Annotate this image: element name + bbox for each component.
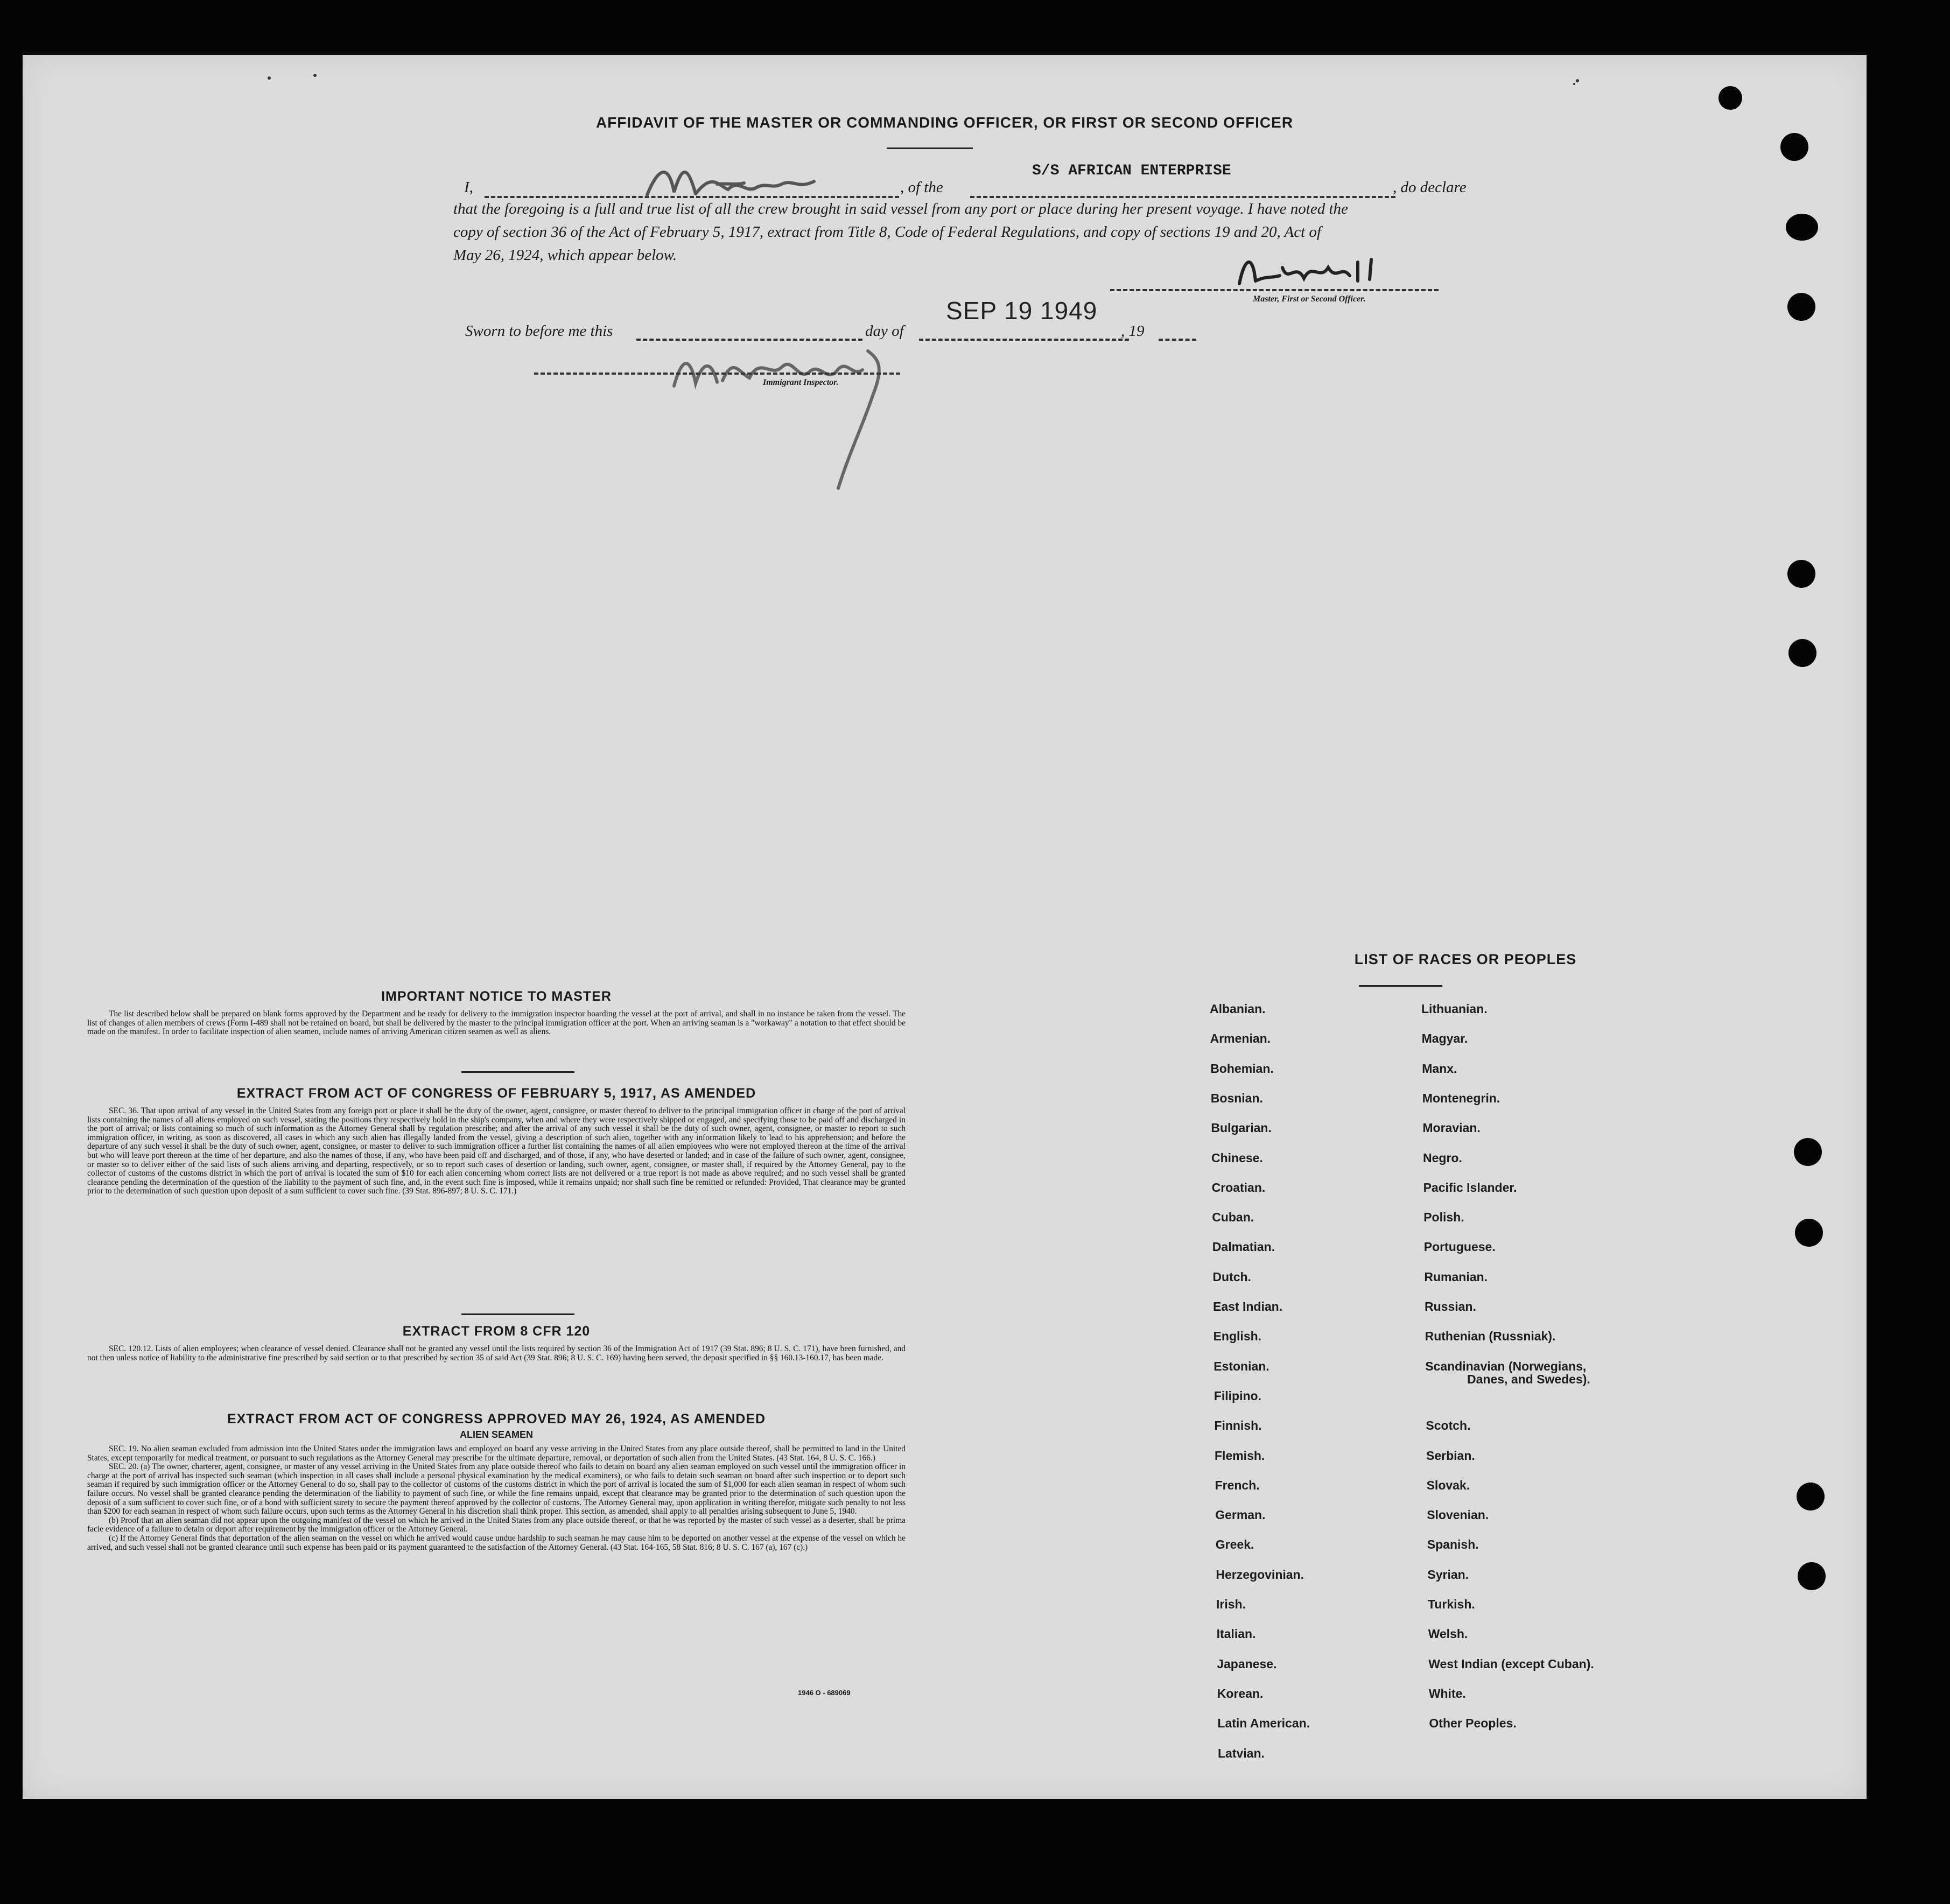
races-title-rule — [1359, 985, 1442, 987]
race-item: Ruthenian (Russniak). — [1425, 1329, 1556, 1344]
speck — [1573, 83, 1575, 85]
sec-20c-text: (c) If the Attorney General finds that deportation of the alien seaman on the vessel on which he arrived would cause undue hardship to such seaman he may cause him to be deported on another vessel at the expense of the vessel on which he arrived, and such vessel shall not be granted clearance until such expense has been paid or its payment guaranteed to the satisfaction of the Attorney General. (43 Stat. 164-165, 58 Stat. 816; 8 U. S. C. 167 (a), 167 (c).) — [87, 1533, 906, 1552]
speck — [268, 76, 271, 80]
race-item: Magyar. — [1421, 1031, 1468, 1046]
race-item: Negro. — [1423, 1150, 1462, 1165]
race-item: Dalmatian. — [1212, 1240, 1275, 1254]
sworn-month-line — [919, 339, 1129, 341]
punch-hole — [1795, 1219, 1823, 1247]
punch-hole — [1786, 214, 1818, 241]
race-item: Filipino. — [1214, 1388, 1261, 1403]
race-item: Other Peoples. — [1429, 1716, 1517, 1731]
race-item: Turkish. — [1428, 1597, 1475, 1611]
extract-cfr-text: SEC. 120.12. Lists of alien employees; when clearance of vessel denied. Clearance shall not be granted any vessel until the lists required by section 36 of the Immigration Act of 1917 (39 Stat. 896; 8 U. S. C. 171), have been furnished, and not then unless notice of liability to the administrative fine prescribed by said section or to that prescribed by section 35 of said Act (39 Stat. 896; 8 U. S. C. 169) having been served, the deposit specified in §§ 160.13-160.17, has been made. — [87, 1344, 906, 1362]
i-label: I, — [464, 179, 473, 196]
race-item: Slovenian. — [1427, 1508, 1489, 1522]
race-item: Albanian. — [1210, 1002, 1266, 1016]
race-item: Scandinavian (Norwegians, — [1425, 1359, 1587, 1373]
sec-20a-text: SEC. 20. (a) The owner, charterer, agent, consignee, or master of any vessel arriving in the United States from any place outside thereof who fails to detain on board any alien seaman employed on such vessel until the immigration officer in charge at the port of arrival has inspected such seaman (which inspection in all cases shall include a personal physical examination by the medical examiners), or who fails to detain such seaman on board after such inspection or to deport such seaman if required by such immigration officer or the Attorney General to do so, shall pay to the collector of customs of the customs district in which the port of arrival is located the sum of $1,000 for each alien seaman in respect of whom such failure occurs. No vessel shall be granted clearance pending the determination of the liability to payment of such fine, or while the fine remains unpaid, except that clearance may be granted prior to the determination of such question upon the deposit of a sum sufficient to cover such fine, or of a bond with sufficient surety to secure the payment thereof approved by the collector of customs. The Attorney General may, upon application in writing therefor, mitigate such penalty to not less than $200 for each seaman in respect of whom such failure occurs, upon such terms as the Attorney General in his discretion shall think proper. This section, as amended, shall apply to all penalties arising subsequent to June 5, 1940. — [87, 1462, 906, 1516]
title-rule — [887, 147, 973, 149]
race-item: Moravian. — [1422, 1121, 1481, 1135]
race-item: Spanish. — [1427, 1537, 1479, 1552]
race-item: Italian. — [1216, 1627, 1256, 1641]
race-item: Scotch. — [1426, 1418, 1471, 1433]
race-item: Latin American. — [1217, 1716, 1310, 1731]
inspector-line — [534, 373, 900, 375]
affidavit-body-line-3: May 26, 1924, which appear below. — [453, 247, 677, 264]
race-item: Japanese. — [1217, 1656, 1277, 1671]
race-item: Montenegrin. — [1422, 1091, 1500, 1105]
race-item: Latvian. — [1218, 1746, 1265, 1760]
race-item: Armenian. — [1210, 1031, 1271, 1046]
print-code: 1946 O - 689069 — [798, 1689, 851, 1697]
inspector-signature — [658, 335, 916, 496]
race-item: Cuban. — [1212, 1210, 1254, 1225]
punch-hole — [1787, 560, 1815, 588]
race-item: Korean. — [1217, 1686, 1264, 1701]
document-page — [23, 55, 1867, 1799]
speck — [313, 74, 317, 77]
sworn-label: Sworn to before me this — [465, 322, 613, 340]
race-item: Polish. — [1423, 1210, 1464, 1225]
race-item: West Indian (except Cuban). — [1428, 1656, 1594, 1671]
race-item: Estonian. — [1214, 1359, 1269, 1373]
race-item: French. — [1215, 1478, 1260, 1492]
race-item: Greek. — [1215, 1537, 1254, 1552]
race-item: Lithuanian. — [1421, 1002, 1488, 1016]
race-item: Bosnian. — [1210, 1091, 1263, 1105]
race-item: East Indian. — [1213, 1299, 1283, 1313]
race-item: Croatian. — [1211, 1180, 1266, 1195]
race-item: Chinese. — [1211, 1150, 1263, 1165]
race-item: Dutch. — [1212, 1269, 1251, 1284]
race-item: Herzegovinian. — [1216, 1567, 1304, 1582]
date-stamp: SEP 19 1949 — [946, 297, 1098, 325]
extract-cfr — [87, 1324, 906, 1362]
do-declare-label: , do declare — [1393, 179, 1467, 196]
important-notice — [87, 989, 906, 1037]
extract-1924 — [87, 1411, 906, 1552]
affidavit-body-line-1: that the foregoing is a full and true list of all the crew brought in said vessel from any port or place during her present voyage. I have noted the — [453, 200, 1348, 217]
punch-hole — [1798, 1562, 1826, 1590]
speck — [1576, 79, 1579, 82]
sec-19-text: SEC. 19. No alien seaman excluded from admission into the United States under the immigration laws and employed on board any vesse arriving in the United States from any place outside thereof, shall be permitted to land in the United States, except temporarily for medical treatment, or pursuant to such regulations as the Attorney General may prescribe for the ultimate departure, removal, or deportation of such alien from the United States. (43 Stat. 164, 8 U. S. C. 166.) — [87, 1444, 906, 1463]
sec-20b-text: (b) Proof that an alien seaman did not appear upon the outgoing manifest of the vessel on which he arrived in the United States from any place outside thereof, or that he was reported by the master of such vessel as a deserter, shall be prima facie evidence of a failure to detain or deport after requirement by the immigration officer or the Attorney General. — [87, 1515, 906, 1534]
punch-hole — [1797, 1483, 1825, 1510]
race-item: Flemish. — [1215, 1448, 1265, 1463]
race-item: Finnish. — [1214, 1418, 1262, 1433]
punch-hole — [1718, 86, 1742, 110]
race-item: Welsh. — [1428, 1627, 1468, 1641]
extract-1917 — [87, 1086, 906, 1196]
extract-1917-text: SEC. 36. That upon arrival of any vessel in the United States from any foreign port or place it shall be the duty of the owner, agent, consignee, or master thereof to deliver to the principal immigration officer in charge of the port of arrival lists containing the names of all aliens employed on such vessel, stating the positions they respectively hold in the ship's company, when and where they were respectively shipped or engaged, and specifying those to be paid off and discharged in the port of arrival; or lists containing so much of such information as the Attorney General shall by regulation prescribe; and after the arrival of any such vessel it shall be the duty of such owner, agent, consignee, or master to report to such immigration officer, in writing, as soon as discovered, all cases in which any such alien has illegally landed from the vessel, giving a description of such alien, together with any information likely to lead to his apprehension; and before the departure of any such vessel it shall be the duty of such owner, agent, consignee, or master to deliver to such immigration officer a further list containing the names of all alien employees who were not employed thereon at the time of the arrival but who will leave port thereon at the time of her departure, and also the names of those, if any, who have been paid off and discharged, and of those, if any, who have deserted or landed; and in case of the failure of such owner, agent, consignee, or master so to deliver either of the said lists of such aliens arriving and departing, respectively, or so to report such cases of desertion or landing, such owner, agent, consignee, or master shall, if required by the Attorney General, pay to the collector of customs of the customs district in which the port of arrival is located the sum of $10 for each alien concerning whom correct lists are not delivered or a true report is not made as above required; and no such vessel shall be granted clearance pending the determination of the question of the liability to the payment of such fine, and, in the event such fine is imposed, while it remains unpaid; nor shall such fine be remitted or refunded: Provided, That clearance may be granted prior to the determination of such question upon deposit of a sum sufficient to cover such fine. (39 Stat. 896-897; 8 U. S. C. 171.) — [87, 1106, 906, 1196]
alien-seamen-subtitle: ALIEN SEAMEN — [459, 1429, 533, 1440]
affidavit-body-line-2: copy of section 36 of the Act of February 5, 1917, extract from Title 8, Code of Federal Regulations, and copy of sections 19 and 20, Act of — [453, 223, 1321, 241]
extract-cfr-title: EXTRACT FROM 8 CFR 120 — [402, 1324, 591, 1339]
race-item: Bulgarian. — [1211, 1121, 1272, 1135]
race-item: Portuguese. — [1423, 1240, 1496, 1254]
races-title: LIST OF RACES OR PEOPLES — [1354, 951, 1577, 967]
master-signature — [636, 152, 841, 203]
race-item: Rumanian. — [1424, 1269, 1488, 1284]
punch-hole — [1780, 133, 1808, 161]
race-item: Serbian. — [1426, 1448, 1475, 1463]
affidavit-title: AFFIDAVIT OF THE MASTER OR COMMANDING OFFICER, OR FIRST OR SECOND OFFICER — [595, 114, 1294, 131]
punch-hole — [1787, 293, 1815, 321]
punch-hole — [1794, 1138, 1822, 1166]
race-item: Slovak. — [1426, 1478, 1470, 1492]
officer-signature — [1229, 246, 1401, 294]
race-item: Russian. — [1425, 1299, 1476, 1313]
section-rule — [461, 1071, 574, 1073]
race-item: Irish. — [1216, 1597, 1246, 1611]
extract-1924-title: EXTRACT FROM ACT OF CONGRESS APPROVED MAY 26, 1924, AS AMENDED — [227, 1411, 766, 1427]
notice-text: The list described below shall be prepared on blank forms approved by the Department and be ready for delivery to the immigration inspector boarding the vessel at the port of arrival, and shall in no instance be taken from the vessel. The list of changes of alien members of crews (Form I-489 shall not be retained on board, but shall be delivered by the master to the principal immigration officer at the port. When an arriving seaman is a "workaway" a notation to that effect should be made on the manifest. In order to facilitate inspection of alien seamen, include names of arriving American citizen seamen as well as aliens. — [87, 1009, 906, 1037]
section-rule — [461, 1313, 574, 1315]
notice-title: IMPORTANT NOTICE TO MASTER — [381, 989, 612, 1004]
year-line — [1159, 339, 1196, 341]
extract-1917-title: EXTRACT FROM ACT OF CONGRESS OF FEBRUARY 5, 1917, AS AMENDED — [236, 1086, 756, 1101]
officer-signature-line — [1110, 289, 1439, 291]
race-item: Bohemian. — [1210, 1061, 1274, 1076]
day-of-label: day of — [865, 322, 904, 340]
officer-caption: Master, First or Second Officer. — [1253, 294, 1366, 304]
race-item: Danes, and Swedes). — [1467, 1372, 1590, 1386]
race-item: Manx. — [1422, 1061, 1457, 1076]
vessel-name: S/S AFRICAN ENTERPRISE — [1032, 163, 1231, 179]
of-the-label: , of the — [900, 179, 943, 196]
inspector-caption: Immigrant Inspector. — [763, 378, 839, 387]
year-prefix: , 19 — [1121, 322, 1145, 340]
punch-hole — [1788, 639, 1816, 667]
race-item: Syrian. — [1427, 1567, 1469, 1582]
race-item: English. — [1213, 1329, 1262, 1344]
race-item: German. — [1215, 1508, 1266, 1522]
race-item: White. — [1428, 1686, 1466, 1701]
race-item: Pacific Islander. — [1423, 1180, 1517, 1195]
